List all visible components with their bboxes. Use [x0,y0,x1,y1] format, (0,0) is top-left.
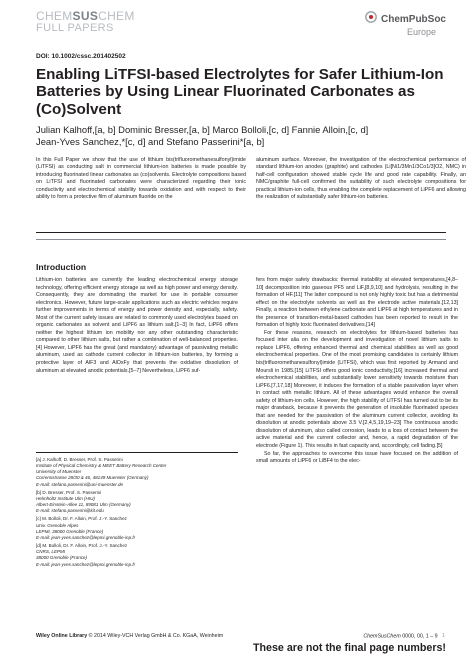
section-divider [36,239,446,240]
journal-ref-pages: 0000, 00, 1 – 9 [402,633,438,640]
body-paragraph: So far, the approaches to overcome this issue have focused on the addition of small amounts of LiPF6 or LiBF4 to the elec- [256,450,458,465]
article-type-label: FULL PAPERS [36,22,114,34]
abstract-divider [36,232,446,233]
affiliation-line: Corrensstrasse 28/30 & 46, 48149 Muenster (Germany) [36,475,149,481]
affiliation-line: Institute of Physical Chemistry & MEET Battery Research Center [36,463,167,469]
footer-copyright [36,633,223,639]
affiliation-line: Helmholtz Institute Ulm (HIU) [36,495,95,501]
author-line: Jean-Yves Sanchez,*[c, d] and Stefano Passerini*[a, b] [36,135,265,147]
body-paragraph: Lithium-ion batteries are currently the leading electrochemical energy storage technology, offering efficient energy storage as well as high power and energy density. Consequently, they are dominating the market for use in portable consumer electronics. However, future large-scale applications such as electric vehicles require further improvements in terms of energy and power density and, especially, safety. Most of the current safety issues are related to commonly used electrolytes based on organic carbonates as solvent and LiPF6 as lithium salt.[1–3] In fact, LiPF6 offers neither the highest lithium ion mobility nor any other outstanding characteristic compared to other lithium salts, but rather a combination of well-balanced properties.[4] However, LiPF6 has the great (and mandatory) advantage of passivating metallic aluminum, used as cathode current collector in lithium-ion batteries, by forming a protective layer of AlF3 and AlOxFy that prevents the oxidative dissolution of aluminum at elevated anodic potentials.[5–7] Nevertheless, LiPF6 suf- [36,277,238,374]
wiley-online-library-link[interactable]: Wiley Online Library [36,633,88,639]
affiliation-line: [d] M. Bolloli, Dr. F. Alloin, Prof. J.-Y. Sanchez [36,543,128,549]
journal-name-part: CHEM [98,9,135,23]
affiliation-line: E-mail: stefano.passerini@kit.edu [36,508,104,514]
publisher-region: Europe [406,27,436,38]
footer-journal-ref [363,633,446,639]
journal-name-part: CHEM [36,9,73,23]
affiliation-line: Albert-Einstein-Allee 11, 89081 Ulm (Germany) [36,502,131,508]
affiliation-line: 38000 Grenoble (France) [36,555,88,561]
affiliation-divider [36,452,238,453]
abstract-left-column: In this Full Paper we show that the use of lithium bis(trifluoromethanesulfonyl)imide (LiTFSI) as conducting salt in commercial lithium-ion batteries is made possible by introducing fluorinated linear carbonates as (co)solvents. Electrolyte compositions based on LiTFSI and fluorinated carbonates were characterized regarding their ionic conductivity and electrochemical stability towards oxidation and with respect to their ability to form a protective film of aluminum fluoride on the [36,157,246,201]
journal-header [0,0,474,50]
journal-ref-name: ChemSusChem [363,633,401,640]
author-line: Julian Kalhoff,[a, b] Dominic Bresser,[a, b] Marco Bolloli,[c, d] Fannie Alloin,[c, d] [36,124,369,135]
affiliation-line: LEPMI, 38000 Grenoble (France) [36,528,104,534]
affiliations-block [36,457,238,568]
journal-name [36,9,135,23]
affiliation-line: [a] J. Kalhoff, D. Bresser, Prof. S. Passerini [36,457,123,462]
author-list [36,124,446,147]
chempubsoc-logo-icon [365,10,377,28]
doi-line[interactable]: DOI: 10.1002/cssc.201402502 [36,53,126,60]
page-marks: 1 [442,633,446,639]
affiliation-line: [b] D. Bresser, Prof. S. Passerini [36,489,102,495]
publisher-name: ChemPubSoc [380,13,446,25]
body-right-column [256,277,458,466]
affiliation-line: E-mail: jean-yves.sanchez@lepmi.grenoble-inp.fr [36,534,136,540]
publisher-logo [365,10,446,37]
abstract-right-column: aluminum surface. Moreover, the investigation of the electrochemical performance of standard lithium-ion anodes (graphite) and cathodes (Li[Ni1/3Mn1/3Co1/3]O2, NMC) in half-cell configuration showed stable cycle life and good rate capability. Finally, an NMC/graphite full-cell confirmed the suitability of such electrolyte compositions for practical lithium-ion cells, thus enabling the complete replacement of LiPF6 and allowing the realization of substantially safer lithium-ion batteries. [256,157,466,201]
introduction-heading: Introduction [36,262,87,272]
body-paragraph: fers from major safety drawbacks: thermal instability at elevated temperatures,[4,8–10] decomposition into gaseous PF5 and LiF,[8,9,10] and hydrolysis, resulting in the formation of HF.[11] The latter compound is not only highly toxic but has a detrimental effect on the electrolyte solvents as well as the electrode active materials.[12,13] Finally, a reaction between ethylene carbonate and LiPF6 at high temperatures and in the presence of transition-metal-based cathodes has been reported to result in the formation of highly toxic fluorinated derivatives.[14] [256,277,458,329]
copyright-text: © 2014 Wiley-VCH Verlag GmbH & Co. KGaA, Weinheim [88,633,224,639]
affiliation-line: E-mail: stefano.passerini@uni-muenster.de [36,481,124,487]
affiliation-line: Univ. Grenoble Alpes [36,522,79,528]
body-paragraph: For these reasons, research on electrolytes for lithium-based batteries has focused inter alia on the development and investigation of novel lithium salts to replace LiPF6, offering enhanced thermal and chemical stabilities as well as good electrochemical properties. One of the most promising candidates is certainly lithium bis(trifluoromethanesulfonyl)imide (LiTFSI), which was first reported by Armand and Moursli in 1985.[15] LiTFSI offers good ionic conductivity,[16] increased thermal and electrochemical stabilities, and substantially lower sensitivity towards moisture than LiPF6.[7,17,18] Moreover, it induces the formation of a stable passivation layer when in contact with metallic lithium. All of these advantages would enhance the overall safety of lithium-ion cells. However, the high stability of LiTFSI has turned out to be its major drawback, because it prevents the generation of insoluble fluorinated species that are needed for the passivation of the aluminum current collector, avoiding its dissolution at anodic potentials above 3.5 V.[2,4,5,19,19–23] The continuous anodic dissolution of aluminum, also called corrosion, leads to a loss of contact between the active material and the current collector and, hence, a rapid degradation of the electrode (Figure 1). This results in fast capacity and, accordingly, cell fading.[5] [256,329,458,450]
paper-title: Enabling LiTFSI-based Electrolytes for Safer Lithium-Ion Batteries by Using Linear Fluorinated Carbonates as (Co)Solvent [36,66,444,118]
body-left-column [36,277,238,375]
affiliation-line: CNRS, LEPMI [36,549,66,555]
affiliation-line: [c] M. Bolloli, Dr. F. Alloin, Prof. J.-Y. Sanchez [36,516,127,522]
final-page-numbers-note: These are not the final page numbers! [252,642,446,654]
journal-name-bold-part: SUS [72,9,99,23]
affiliation-line: University of Muenster [36,469,82,475]
affiliation-line: E-mail: jean-yves.sanchez@lepmi.grenoble-inp.fr [36,561,136,567]
